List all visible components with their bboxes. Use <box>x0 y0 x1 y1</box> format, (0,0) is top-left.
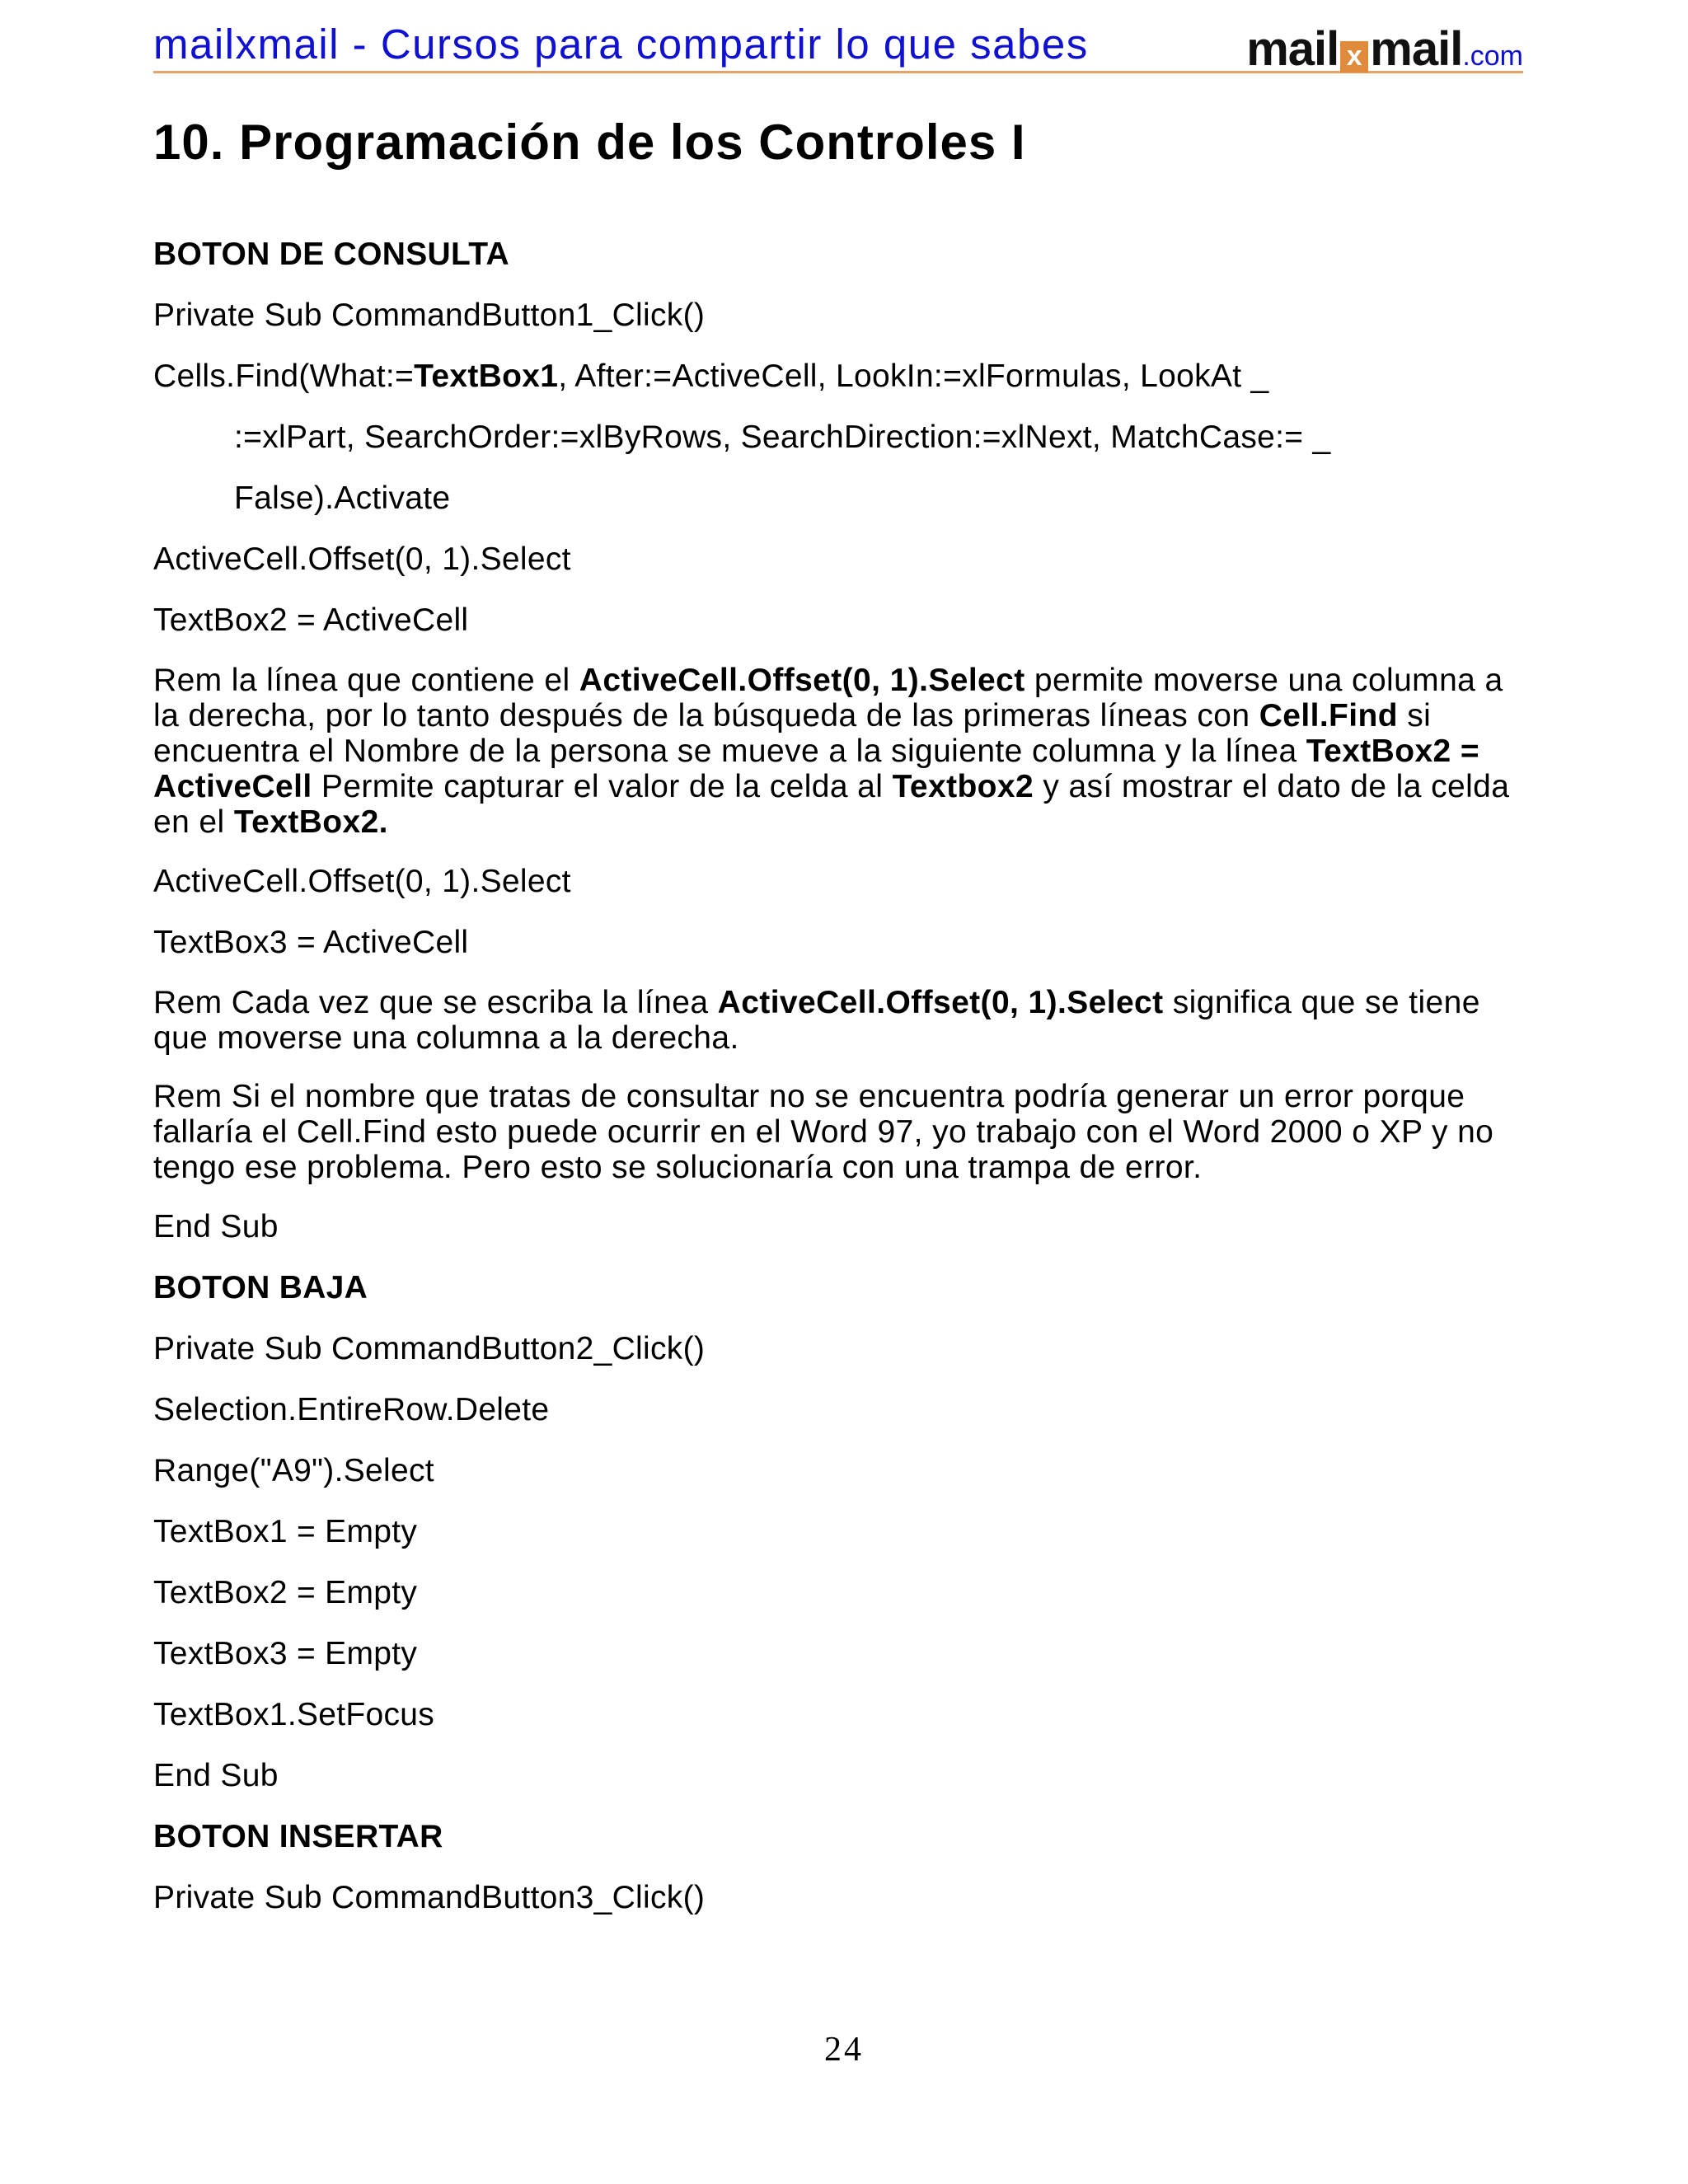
mailxmail-logo <box>1246 21 1523 76</box>
section-heading-insertar: BOTON INSERTAR <box>153 1819 443 1854</box>
rem-paragraph: Rem Si el nombre que tratas de consultar no se encuentra podría generar un error porque fallaría el Cell.Find esto puede ocurrir en el Word 97, yo trabajo con el Word 2000 o XP y no tengo ese problema. Pero esto se solucionaría con una trampa de error. <box>153 1079 1494 1185</box>
code-line-indented: :=xlPart, SearchOrder:=xlByRows, SearchDirection:=xlNext, MatchCase:= _ <box>234 419 1331 455</box>
rem-bold: TextBox2. <box>233 804 388 840</box>
code-line: Selection.EntireRow.Delete <box>153 1392 550 1427</box>
section-heading-consulta: BOTON DE CONSULTA <box>153 237 509 272</box>
code-text: Cells.Find(What:= <box>153 359 415 394</box>
rem-text: significa que se tiene que moverse una columna a la derecha. <box>153 985 1480 1056</box>
rem-bold: Cell.Find <box>1259 698 1398 733</box>
page-number: 24 <box>824 2031 864 2069</box>
section-heading-baja: BOTON BAJA <box>153 1270 368 1305</box>
rem-paragraph <box>153 663 1523 840</box>
rem-text: Permite capturar el valor de la celda al <box>312 769 893 804</box>
code-line: TextBox2 = ActiveCell <box>153 602 469 638</box>
rem-paragraph <box>153 985 1523 1056</box>
code-line: ActiveCell.Offset(0, 1).Select <box>153 541 571 577</box>
code-line: ActiveCell.Offset(0, 1).Select <box>153 864 571 899</box>
rem-text: permite moverse una columna a la derecha, por lo tanto después de la búsqueda de las primeras líneas con <box>153 663 1503 733</box>
code-line: Private Sub CommandButton3_Click() <box>153 1880 706 1915</box>
code-line: End Sub <box>153 1758 279 1793</box>
rem-text: si encuentra el Nombre de la persona se mueve a la siguiente columna y la línea <box>153 698 1432 769</box>
code-line: Private Sub CommandButton2_Click() <box>153 1331 706 1366</box>
header-title: mailxmail - Cursos para compartir lo que sabes <box>153 21 1089 68</box>
code-line: TextBox1 = Empty <box>153 1514 418 1549</box>
code-line: Range("A9").Select <box>153 1453 434 1488</box>
rem-bold: ActiveCell.Offset(0, 1).Select <box>579 663 1025 698</box>
code-line-find <box>153 358 1523 396</box>
rem-bold: TextBox2 = ActiveCell <box>153 733 1480 804</box>
rem-bold: ActiveCell.Offset(0, 1).Select <box>717 985 1164 1020</box>
logo-text-2: mail <box>1370 22 1463 76</box>
code-line: TextBox2 = Empty <box>153 1575 418 1610</box>
logo-x-box: x <box>1340 41 1368 73</box>
chapter-title: 10. Programación de los Controles I <box>153 115 1026 170</box>
code-bold: TextBox1 <box>414 359 559 394</box>
page-content <box>153 115 1523 1940</box>
code-text: , After:=ActiveCell, LookIn:=xlFormulas, LookAt _ <box>558 359 1269 394</box>
code-line: End Sub <box>153 1209 279 1244</box>
code-line: Private Sub CommandButton1_Click() <box>153 298 706 333</box>
code-line: TextBox1.SetFocus <box>153 1697 435 1732</box>
page-header <box>153 16 1523 76</box>
logo-text-1: mail <box>1246 22 1339 76</box>
rem-text: y así mostrar el dato de la celda en el <box>153 769 1510 840</box>
logo-suffix: .com <box>1462 40 1523 72</box>
rem-text: Rem Cada vez que se escriba la línea <box>153 985 718 1020</box>
rem-bold: Textbox2 <box>892 769 1034 804</box>
rem-text: Rem la línea que contiene el <box>153 663 579 698</box>
code-line: TextBox3 = ActiveCell <box>153 925 469 960</box>
code-line-indented: False).Activate <box>234 480 451 516</box>
code-line: TextBox3 = Empty <box>153 1636 418 1671</box>
